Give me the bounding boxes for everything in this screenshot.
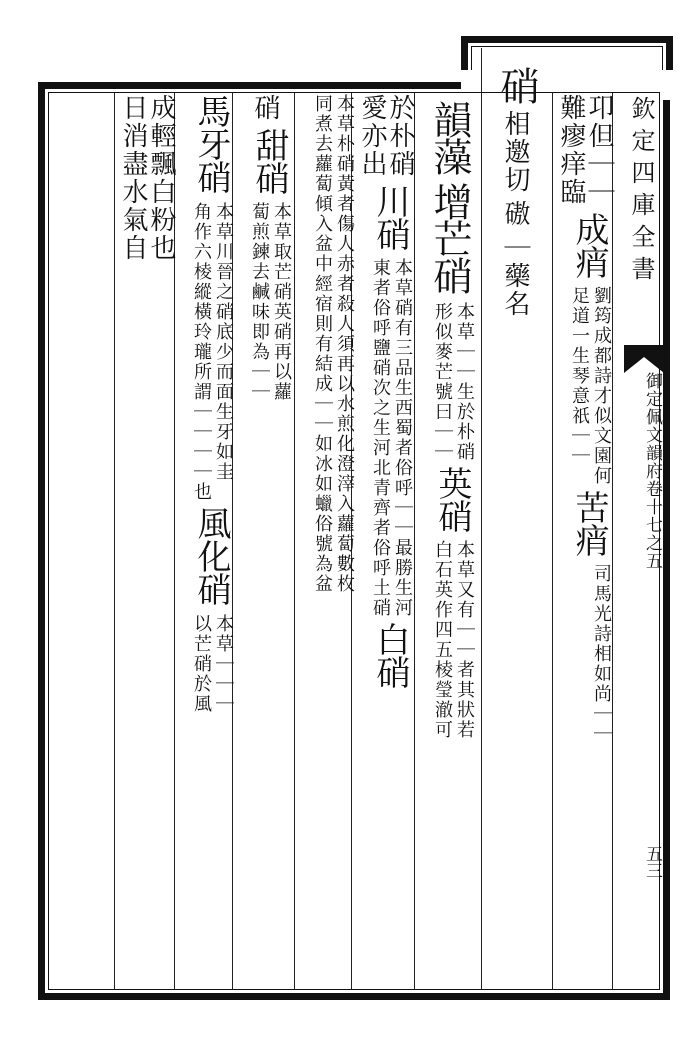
annotation-line: 本草｜｜生於朴硝 — [454, 302, 475, 462]
annotation-block — [192, 614, 232, 714]
annotation-line: 白石英作四五棱瑩澈可 — [432, 540, 453, 740]
text-line: 日消盡水氣自 — [118, 94, 148, 262]
annotation-block — [433, 302, 473, 462]
text-line: ｜藥名 — [500, 234, 530, 318]
text-column-4 — [357, 94, 413, 984]
annotation-line: 本草又有｜｜者其狀若 — [454, 540, 475, 740]
annotation-line: 蔔煎鍊去鹹味即為｜｜ — [249, 202, 270, 402]
annotation-line: 足道一生琴意祇｜｜ — [569, 286, 590, 466]
book-title: 欽定四庫全書 — [627, 96, 655, 288]
annotation-line: 以芒硝於風 — [191, 614, 212, 714]
annotation-line: 同煮去蘿蔔傾入盆中經宿則有結成｜｜如冰如蠟俗號為盆 — [312, 94, 333, 594]
annotation-block — [570, 286, 610, 486]
annotation-line: 本草｜｜｜ — [213, 614, 234, 714]
column-rule — [114, 93, 115, 989]
column-rule — [294, 93, 295, 989]
annotation-block — [192, 202, 232, 502]
annotation-line: 本草朴硝黃者傷人赤者殺人須再以水煎化澄滓入蘿蔔數枚 — [334, 94, 355, 594]
headword: 風化硝 — [191, 506, 231, 605]
annotation-line: 劉筠成都詩才似文園何 — [591, 286, 612, 486]
volume-label: 御定佩文韻府卷十七之五 — [642, 372, 662, 570]
annotation-line: 角作六棱縱橫玲瓏所謂｜｜｜｜也 — [191, 202, 212, 502]
text-column-1 — [556, 94, 612, 984]
headword: 苦痟 — [569, 490, 609, 556]
headword: 硝 — [494, 66, 539, 103]
annotation-line: 司馬光詩相如尚｜｜ — [591, 564, 612, 744]
page-number: 五三 — [642, 845, 662, 879]
annotation-block — [313, 94, 353, 594]
annotation-block — [433, 540, 473, 740]
annotation-block — [371, 258, 411, 618]
text-column-8 — [118, 94, 176, 984]
text-column-7 — [178, 94, 234, 984]
annotation-line: 形似麥芒號曰｜｜ — [432, 302, 453, 462]
text-line: 磝 — [500, 200, 530, 228]
text-line: 硝 — [250, 94, 280, 122]
headword: 成痟 — [569, 212, 609, 278]
annotation-line: 東者俗呼鹽硝次之生河北青齊者俗呼土硝 — [370, 258, 391, 618]
annotation-line: 本草取芒硝英硝再以蘿 — [271, 202, 292, 402]
headword: 英硝 — [432, 466, 472, 532]
annotation-line: 本草川晉之硝底少而面生牙如圭 — [213, 202, 234, 482]
text-column-2 — [480, 66, 542, 956]
bottom-border-bar — [38, 993, 670, 1000]
headword: 白硝 — [370, 622, 410, 688]
text-line: 難瘳痒臨 — [556, 94, 586, 206]
column-rule — [552, 93, 553, 989]
annotation-block — [592, 564, 610, 744]
text-line: 愛亦出 — [357, 94, 387, 178]
headword: 增芒硝 — [427, 182, 472, 293]
annotation-block — [250, 202, 290, 402]
headword: 韻藻 — [427, 100, 472, 174]
text-line: 相邀切 — [500, 110, 530, 194]
text-line: 成輕飄白粉也 — [146, 94, 176, 262]
text-line: 卭但｜｜ — [584, 94, 614, 206]
fish-tail-mark-icon — [624, 345, 664, 373]
headword: 川硝 — [370, 184, 410, 250]
text-column-3 — [415, 100, 475, 990]
headword: 馬牙硝 — [191, 94, 231, 193]
text-column-6 — [236, 94, 292, 984]
headword: 甜硝 — [249, 128, 289, 194]
text-line: 於朴硝 — [385, 94, 415, 178]
column-rule — [612, 93, 613, 989]
text-column-5 — [303, 94, 355, 984]
annotation-line: 本草硝有三品生西蜀者俗呼｜｜最勝生河 — [392, 258, 413, 618]
